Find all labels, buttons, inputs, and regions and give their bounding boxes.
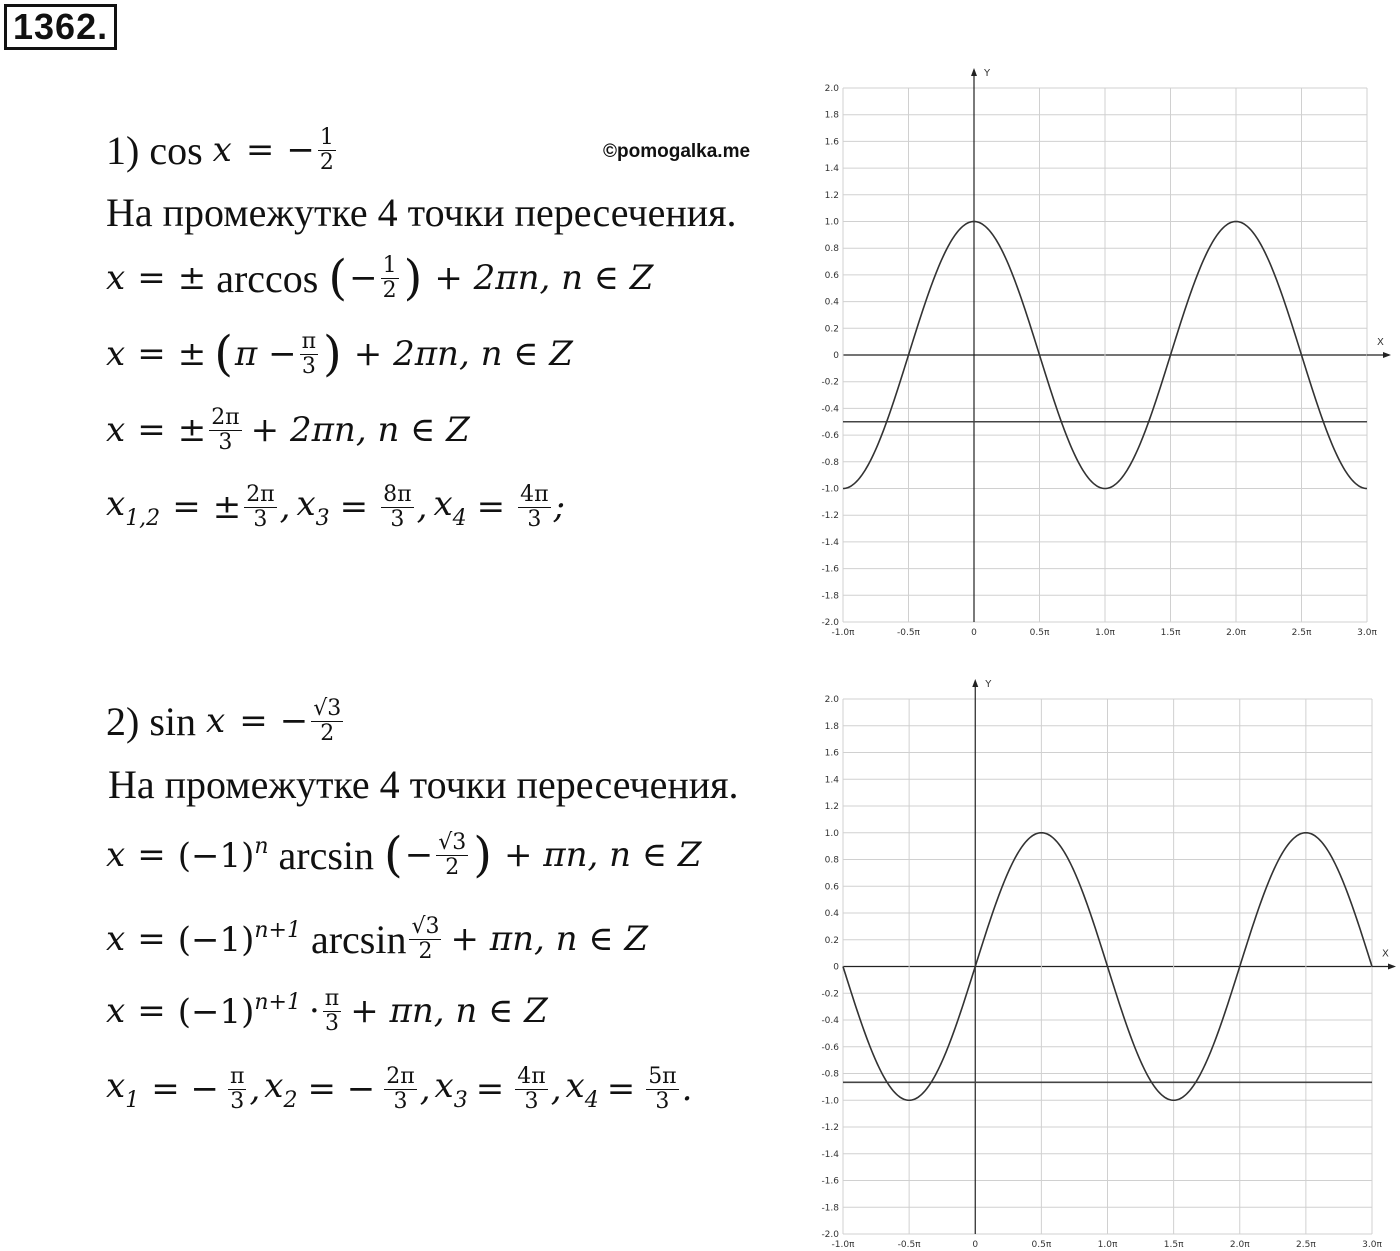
x-tick-label: 2.5π (1296, 1240, 1316, 1250)
y-tick-label: -1.8 (821, 591, 839, 602)
equals-sign: = (172, 487, 201, 527)
var-x1: $x_1$ (106, 1065, 140, 1113)
period-tail: + πn, n ∈ Z (504, 835, 702, 875)
x-tick-label: 2.5π (1291, 628, 1312, 638)
fraction (518, 483, 550, 532)
fraction-denominator: 2 (320, 720, 335, 746)
fraction-numerator: 4π (520, 481, 549, 507)
part1-line4 (106, 324, 573, 384)
fraction-denominator: 2 (418, 938, 433, 964)
fraction-denominator: 3 (325, 1010, 339, 1036)
y-tick-label: -0.2 (821, 377, 839, 388)
var-x: x (106, 258, 126, 298)
y-tick-label: -1.8 (821, 1203, 839, 1214)
equals-sign: = (475, 1069, 505, 1109)
comma: , (279, 487, 291, 527)
equals-sign: = (137, 334, 166, 374)
fraction (646, 1065, 678, 1114)
part1-var: x (212, 130, 232, 170)
x-axis-arrow (1383, 352, 1391, 358)
fraction-numerator: π (324, 985, 340, 1011)
part1-line3 (106, 248, 653, 308)
y-tick-label: 1.8 (824, 110, 839, 121)
semicolon: ; (553, 487, 566, 527)
y-tick-label: 0.8 (824, 244, 839, 255)
fraction-numerator: π (229, 1063, 245, 1089)
y-tick-label: -0.4 (821, 404, 839, 415)
part1-fn: cos (149, 127, 203, 173)
y-tick-label: 0.4 (824, 297, 839, 308)
y-tick-label: 1.8 (824, 721, 839, 732)
part2-var: x (206, 701, 226, 741)
arcsin-fn: arcsin (310, 916, 407, 962)
y-axis-arrow (972, 679, 978, 687)
part1-line6 (106, 474, 565, 540)
x-tick-label: 0 (971, 628, 977, 638)
part2-line6 (106, 1056, 692, 1122)
period-tail: + πn, n ∈ Z (450, 919, 648, 959)
equals-sign: = (137, 258, 166, 298)
var-x: x (106, 991, 126, 1031)
x-tick-label: -1.0π (831, 628, 855, 638)
fraction-denominator: 3 (230, 1088, 245, 1114)
y-tick-label: -0.8 (821, 457, 839, 468)
exponent: n (254, 834, 269, 859)
y-tick-label: -1.2 (821, 1123, 839, 1133)
fraction (300, 330, 318, 379)
x-tick-label: 1.0π (1095, 628, 1115, 638)
fraction (436, 831, 468, 880)
y-tick-label: -1.0 (821, 1096, 839, 1107)
right-paren: ) (473, 827, 493, 883)
cosine-chart (800, 60, 1400, 645)
fraction-numerator: √3 (313, 695, 342, 721)
part2-line4 (106, 904, 648, 974)
fraction-denominator: 2 (382, 277, 397, 303)
subscript: 1 (125, 1087, 140, 1113)
fraction (323, 987, 341, 1036)
part1-equation (106, 120, 339, 180)
y-tick-label: 1.0 (824, 828, 839, 839)
fraction-numerator: √3 (411, 913, 440, 939)
x-tick-label: 0.5π (1029, 628, 1050, 638)
comma: , (419, 1069, 431, 1109)
x-tick-label: -1.0π (831, 1240, 855, 1250)
x-tick-label: -0.5π (897, 1240, 921, 1250)
equals-sign: = (137, 410, 166, 450)
x-tick-label: 1.0π (1097, 1240, 1118, 1250)
y-tick-label: 0.6 (824, 882, 839, 893)
problem-number: 1362. (4, 4, 117, 50)
arccos-fn: arccos (216, 255, 319, 301)
fraction-denominator: 2 (319, 149, 334, 175)
y-tick-label: 1.2 (824, 190, 839, 201)
y-axis-label: Y (984, 68, 991, 79)
exponent: n+1 (254, 918, 301, 943)
x-tick-label: 2.0π (1226, 628, 1246, 638)
subscript: 3 (453, 1087, 468, 1113)
x-tick-label: 2.0π (1229, 1240, 1250, 1250)
fraction-denominator: 3 (393, 1088, 408, 1114)
part1-line5 (106, 400, 470, 460)
fraction-numerator: 1 (382, 252, 397, 278)
fraction-denominator: 3 (524, 1088, 539, 1114)
subscript: 1,2 (125, 505, 161, 531)
var-x4: $x_4$ (565, 1065, 599, 1113)
fraction (228, 1065, 246, 1114)
fraction-numerator: 2π (246, 481, 275, 507)
fraction-denominator: 3 (527, 506, 542, 532)
part1-fraction (318, 126, 336, 175)
sine-chart (800, 672, 1400, 1251)
comma: , (249, 1069, 261, 1109)
minus-sign: − (404, 835, 434, 875)
y-tick-label: -1.6 (821, 564, 839, 575)
fraction (381, 254, 399, 303)
part2-line5 (106, 978, 548, 1044)
x-tick-label: 1.5π (1163, 1240, 1184, 1250)
x-tick-label: 1.5π (1160, 628, 1181, 638)
plus-minus-sign: ± (177, 334, 207, 374)
equals-sign: = (339, 487, 369, 527)
y-tick-label: -0.6 (821, 431, 839, 442)
y-axis-label: Y (985, 679, 992, 690)
y-tick-label: -0.6 (821, 1042, 839, 1053)
y-tick-label: -1.6 (821, 1176, 839, 1187)
y-tick-label: 1.2 (824, 802, 839, 812)
y-tick-label: -0.8 (821, 1069, 839, 1080)
period-tail: + 2πn, n ∈ Z (434, 258, 654, 298)
equals-sign: = (606, 1069, 636, 1109)
equals-minus: = − (151, 1069, 219, 1109)
fraction-numerator: 2π (211, 404, 240, 430)
y-tick-label: -0.4 (821, 1016, 839, 1026)
part2-fraction (311, 697, 343, 746)
fraction-denominator: 3 (390, 506, 405, 532)
dot-operator: · (308, 991, 320, 1031)
fraction-numerator: 1 (319, 124, 334, 150)
subscript: 3 (315, 505, 330, 531)
x-axis-label: X (1382, 948, 1389, 960)
left-paren: ( (214, 326, 233, 382)
part2-eq: = (239, 701, 268, 741)
x-tick-label: 3.0π (1362, 1240, 1382, 1250)
var-x3: $x_3$ (296, 483, 330, 531)
var-x: $x_{1,2}$ (106, 483, 161, 531)
fraction-numerator: 8π (383, 481, 412, 507)
comma: , (416, 487, 428, 527)
plus-minus-sign: ± (212, 487, 242, 527)
period-tail: + 2πn, n ∈ Z (353, 334, 573, 374)
var-x: x (106, 334, 126, 374)
fraction (244, 483, 276, 532)
y-tick-label: -2.0 (821, 618, 839, 628)
y-tick-label: 1.4 (824, 775, 839, 786)
plus-minus-sign: ± (177, 410, 207, 450)
y-tick-label: -1.0 (821, 484, 839, 495)
fraction-numerator: √3 (438, 829, 467, 855)
part1-eq: = (245, 130, 275, 170)
part1-note: На промежутке 4 точки пересечения. (106, 189, 737, 235)
fraction-denominator: 3 (253, 506, 268, 532)
part2-equation (106, 686, 346, 756)
part2-line3 (106, 820, 701, 890)
y-tick-label: 0.4 (824, 909, 839, 919)
fraction-numerator: 5π (648, 1063, 677, 1089)
y-tick-label: -1.4 (821, 537, 839, 548)
y-tick-label: 1.6 (824, 748, 839, 759)
y-tick-label: -1.2 (821, 511, 839, 522)
left-paren: ( (328, 250, 348, 306)
equals-sign: = (476, 487, 506, 527)
y-tick-label: 1.6 (824, 137, 839, 148)
equals-sign: = (137, 919, 166, 959)
y-tick-label: 0.8 (824, 855, 839, 866)
subscript: 4 (452, 505, 467, 531)
fraction-denominator: 3 (655, 1088, 670, 1114)
y-tick-label: 0.2 (824, 324, 839, 335)
fraction-denominator: 2 (445, 854, 460, 880)
y-tick-label: -2.0 (821, 1230, 839, 1240)
x-axis-arrow (1388, 964, 1396, 970)
left-paren: ( (384, 827, 403, 883)
fraction (209, 406, 241, 455)
part1-minus: − (286, 130, 315, 170)
y-tick-label: 1.0 (824, 217, 839, 228)
fraction-numerator: π (301, 328, 317, 354)
var-x3: $x_3$ (434, 1065, 468, 1113)
watermark: ©pomogalka.me (603, 141, 751, 162)
var-x: x (106, 919, 126, 959)
minus-one-base: $(-1)^n$ (177, 834, 269, 876)
fraction-denominator: 3 (218, 429, 233, 455)
equals-sign: = (137, 835, 166, 875)
fraction (515, 1065, 547, 1114)
subscript: 2 (283, 1087, 298, 1113)
y-tick-label: 0.2 (824, 935, 839, 946)
var-x2: $x_2$ (264, 1065, 298, 1113)
var-x4: $x_4$ (433, 483, 467, 531)
exponent: n+1 (254, 990, 301, 1015)
y-tick-label: 0.6 (824, 270, 839, 281)
minus-sign: − (349, 258, 378, 298)
x-tick-label: 0 (972, 1240, 979, 1250)
part2-minus: − (279, 701, 309, 741)
var-x: x (106, 835, 126, 875)
pi-minus: π − (234, 334, 297, 374)
period-tail: + 2πn, n ∈ Z (250, 410, 470, 450)
period: . (681, 1069, 693, 1109)
period-tail: + πn, n ∈ Z (350, 991, 548, 1031)
equals-minus: = − (307, 1069, 376, 1109)
right-paren: ) (323, 326, 342, 382)
comma: , (550, 1069, 562, 1109)
fraction-numerator: 4π (517, 1063, 546, 1089)
fraction (409, 915, 441, 964)
minus-one-base: $(-1)^{n+1}$ (177, 918, 301, 960)
part2-label: 2) (106, 698, 140, 744)
x-tick-label: 0.5π (1031, 1240, 1052, 1250)
x-axis-label: X (1377, 337, 1384, 348)
y-tick-label: 0 (833, 962, 839, 973)
y-axis-arrow (971, 68, 977, 76)
fraction (381, 483, 413, 532)
y-tick-label: 2.0 (824, 695, 839, 705)
fraction-denominator: 3 (301, 353, 316, 379)
plus-minus-sign: ± (177, 258, 207, 298)
x-tick-label: -0.5π (897, 628, 920, 638)
fraction-numerator: 2π (386, 1063, 415, 1089)
arcsin-fn: arcsin (278, 832, 375, 878)
y-tick-label: 0 (833, 351, 839, 361)
y-tick-label: -0.2 (821, 989, 839, 1000)
minus-one-base: $(-1)^{n+1}$ (177, 990, 301, 1032)
y-tick-label: -1.4 (821, 1149, 839, 1160)
subscript: 4 (584, 1087, 599, 1113)
var-x: x (106, 410, 126, 450)
fraction (384, 1065, 416, 1114)
equals-sign: = (137, 991, 166, 1031)
part1-label: 1) (106, 127, 140, 173)
y-tick-label: 2.0 (824, 84, 839, 94)
right-paren: ) (403, 250, 423, 306)
part2-fn: sin (149, 698, 197, 744)
part2-note: На промежутке 4 точки пересечения. (108, 761, 739, 807)
x-tick-label: 3.0π (1357, 628, 1377, 638)
y-tick-label: 1.4 (824, 164, 839, 175)
